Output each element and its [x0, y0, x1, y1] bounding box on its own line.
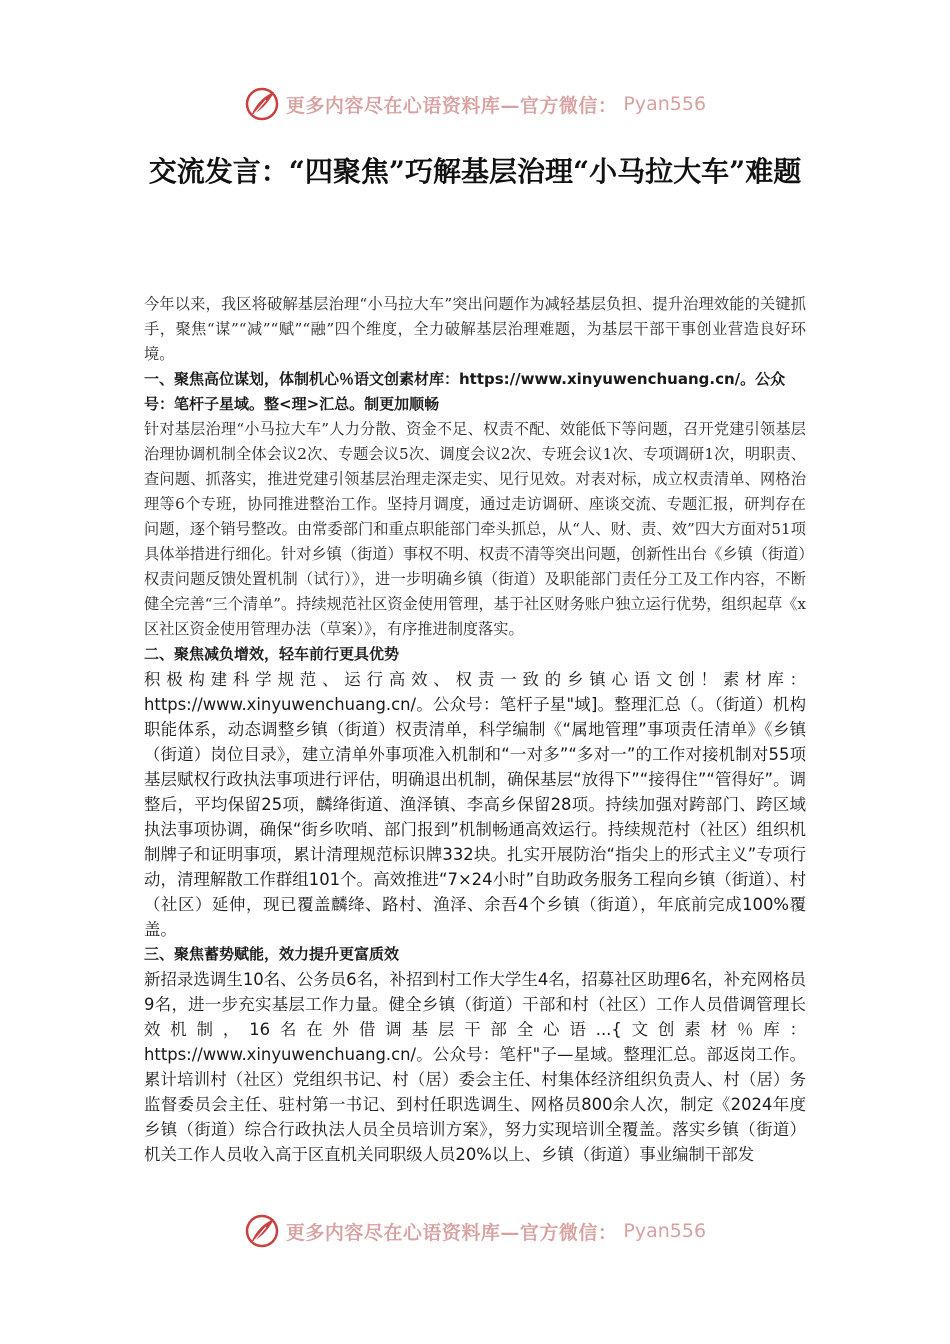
section-3-body: 新招录选调生10名、公务员6名，补招到村工作大学生4名，招募社区助理6名，补充网格员9名，进一步充实基层工作力量。健全乡镇（街道）干部和村（社区）工作人员借调管理长效机制，16名在外借调基层干部全心语...{文创素材％库：https://www.xinyuwenchuang.cn/。公众号：笔杆"子—星域。整理汇总。部返岗工作。累计培训村（社区）党组织书记、村（居）委会主任、村集体经济组织负责人、村（居）务监督委员会主任、驻村第一书记、到村任职选调生、网格员800余人次，制定《2024年度乡镇（街道）综合行政执法人员全员培训方案》，努力实现培训全覆盖。落实乡镇（街道）机关工作人员收入高于区直机关同职级人员20%以上、乡镇（街道）事业编制干部发: [144, 970, 806, 1164]
banner-text: 更多内容尽在心语资料库—官方微信：: [285, 1221, 618, 1244]
section-3-heading: 三、聚焦蓄势赋能，效力提升更富质效: [144, 945, 400, 963]
banner-wechat-id: Pyan556: [623, 93, 707, 115]
header-banner: [0, 82, 950, 126]
section-1-body: 针对基层治理“小马拉大车”人力分散、资金不足、权责不配、效能低下等问题，召开党建引领基层治理协调机制全体会议2次、专题会议5次、调度会议2次、专班会议1次、专项调研1次，明职责、查问题、抓落实，推进党建引领基层治理走深走实、见行见效。对表对标，成立权责清单、网格治理等6个专班，协同推进整治工作。坚持月调度，通过走访调研、座谈交流、专题汇报，研判存在问题，逐个销号整改。由常委部门和重点职能部门牵头抓总，从“人、财、责、效”四大方面对51项具体举措进行细化。针对乡镇（街道）事权不明、权责不清等突出问题，创新性出台《乡镇（街道）权责问题反馈处置机制（试行）》，进一步明确乡镇（街道）及职能部门责任分工及工作内容，不断健全完善“三个清单”。持续规范社区资金使用管理，基于社区财务账户独立运行优势，组织起草《x区社区资金使用管理办法（草案）》，有序推进制度落实。: [144, 420, 806, 638]
banner-content: [244, 86, 706, 122]
feather-pen-logo-icon: [244, 1213, 280, 1249]
feather-pen-logo-icon: [244, 86, 280, 122]
section-2-heading: 二、聚焦减负增效，轻车前行更具优势: [144, 645, 400, 663]
document-body: [144, 292, 806, 1167]
intro-paragraph: 今年以来，我区将破解基层治理“小马拉大车”突出问题作为减轻基层负担、提升治理效能的关键抓手，聚焦“谋”“减”“赋”“融”四个维度，全力破解基层治理难题，为基层干部干事创业营造良好环境。: [144, 295, 806, 363]
section-2-body: 积极构建科学规范、运行高效、权责一致的乡镇心语文创！素材库：https://www.xinyuwenchuang.cn/。公众号：笔杆子星"域]。整理汇总（。（街道）机构职能体系，动态调整乡镇（街道）权责清单，科学编制《“属地管理”事项责任清单》《乡镇（街道）岗位目录》，建立清单外事项准入机制和“一对多”“多对一”的工作对接机制对55项基层赋权行政执法事项进行评估，明确退出机制，确保基层“放得下”“接得住”“管得好”。调整后，平均保留25项，麟绛街道、渔泽镇、李高乡保留28项。持续加强对跨部门、跨区域执法事项协调，确保“街乡吹哨、部门报到”机制畅通高效运行。持续规范村（社区）组织机制牌子和证明事项，累计清理规范标识牌332块。扎实开展防治“指尖上的形式主义”专项行动，清理解散工作群组101个。高效推进“7×24小时”自助政务服务工程向乡镇（街道）、村（社区）延伸，现已覆盖麟绛、路村、渔泽、余吾4个乡镇（街道），年底前完成100%覆盖。: [144, 670, 806, 939]
banner-wechat-id: Pyan556: [623, 1220, 707, 1242]
banner-text: 更多内容尽在心语资料库—官方微信：: [285, 94, 618, 117]
banner-content: [244, 1213, 706, 1249]
document-title: 交流发言：“四聚焦”巧解基层治理“小马拉大车”难题: [148, 155, 802, 188]
section-1-heading: 一、聚焦高位谋划，体制机心％语文创素材库：https://www.xinyuwenchuang.cn/。公众号：笔杆子星域。整<理>汇总。制更加顺畅: [144, 370, 786, 413]
footer-banner: [0, 1209, 950, 1253]
